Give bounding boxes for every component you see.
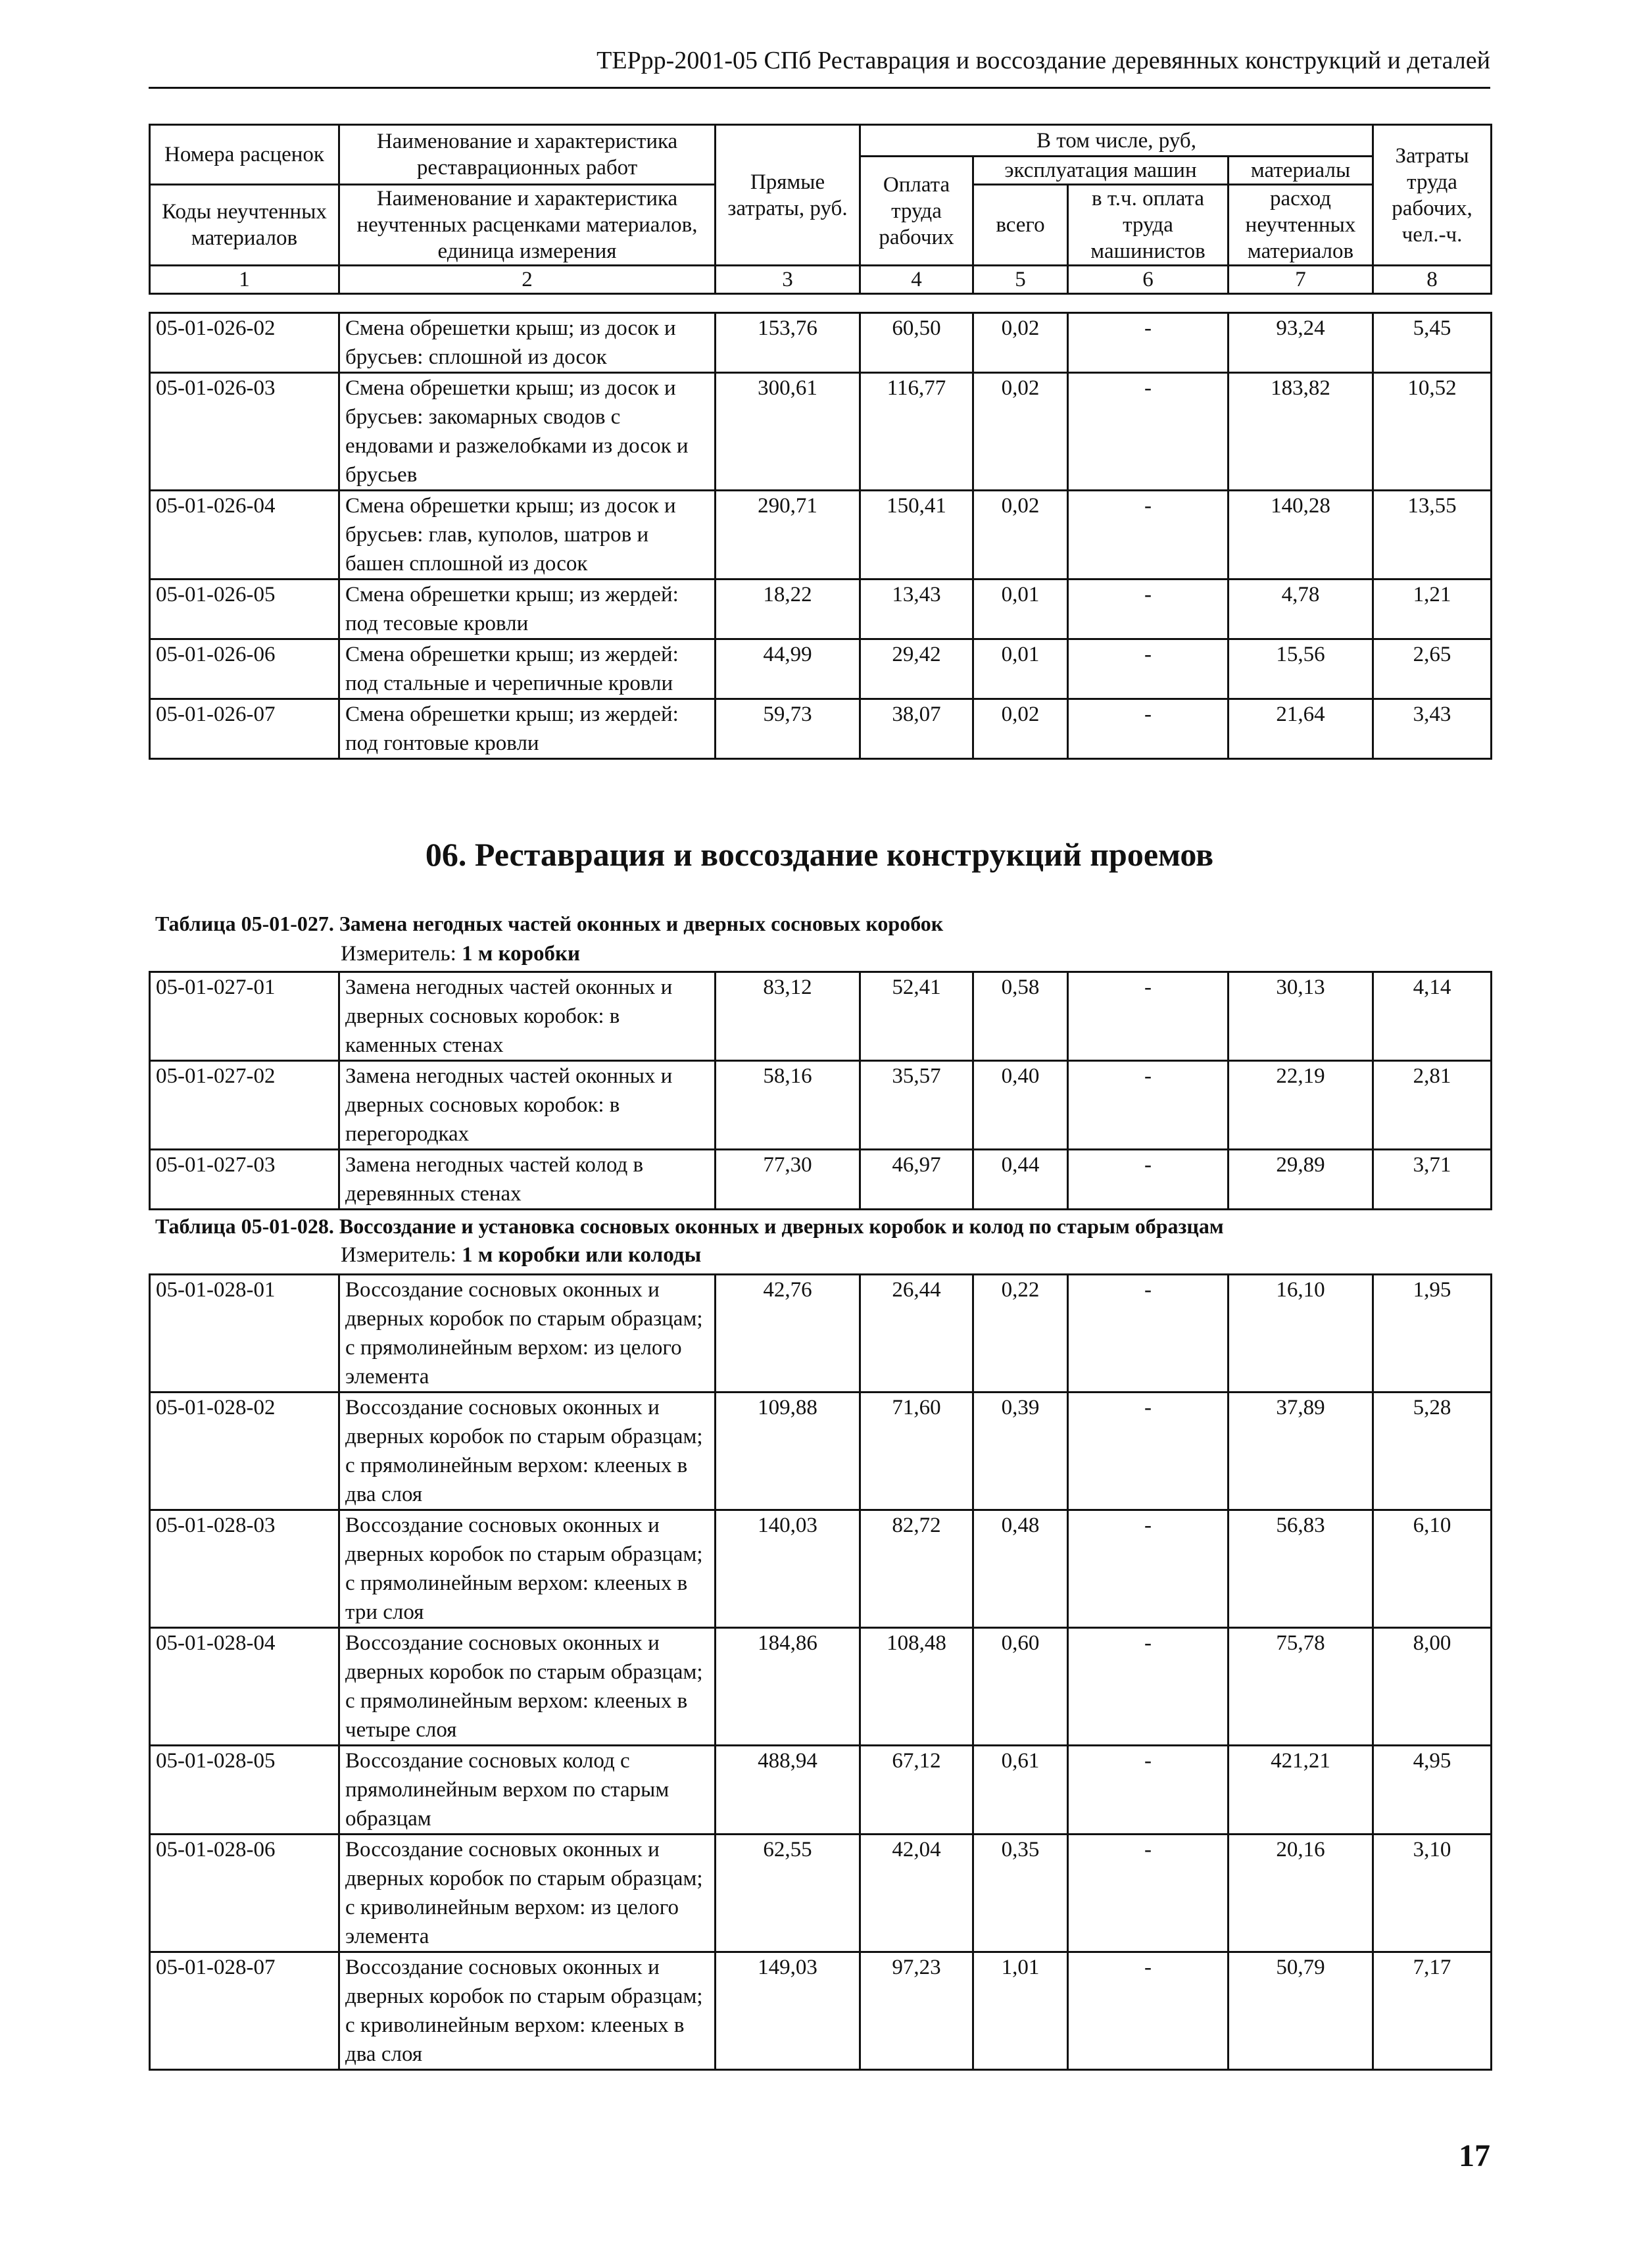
rate-code: 05-01-028-06 [150, 1835, 339, 1952]
table-row [150, 1393, 1492, 1510]
header-rate-numbers: Номера расценок [150, 125, 339, 185]
header-including: В том числе, руб, [860, 125, 1373, 157]
materials-value: 421,21 [1229, 1746, 1373, 1835]
labor-pay-value: 67,12 [860, 1746, 973, 1835]
direct-costs-value: 184,86 [716, 1628, 860, 1746]
labor-pay-value: 38,07 [860, 699, 973, 759]
direct-costs-value: 488,94 [716, 1746, 860, 1835]
machine-total-value: 0,35 [973, 1835, 1068, 1952]
machinist-pay-value: - [1068, 1746, 1229, 1835]
direct-costs-value: 62,55 [716, 1835, 860, 1952]
machinist-pay-value: - [1068, 639, 1229, 699]
rate-code: 05-01-027-01 [150, 972, 339, 1061]
page-number: 17 [1459, 2138, 1490, 2173]
rate-code: 05-01-026-04 [150, 491, 339, 579]
table-row [150, 579, 1492, 639]
rate-code: 05-01-026-05 [150, 579, 339, 639]
machinist-pay-value: - [1068, 373, 1229, 491]
column-number: 3 [716, 266, 860, 294]
machinist-pay-value: - [1068, 1150, 1229, 1210]
header-labor-pay: Оплата труда рабочих [860, 157, 973, 266]
labor-hours-value: 1,21 [1373, 579, 1492, 639]
table-row [150, 639, 1492, 699]
measure-value: 1 м коробки [462, 942, 581, 966]
table-row [150, 1275, 1492, 1393]
work-description: Воссоздание сосновых оконных и дверных коробок по старым образцам; с криволинейным верхом: из целого элемента [339, 1835, 716, 1952]
machine-total-value: 0,44 [973, 1150, 1068, 1210]
labor-pay-value: 71,60 [860, 1393, 973, 1510]
table-title-label: Таблица 05-01-027. [155, 912, 334, 935]
rate-code: 05-01-026-03 [150, 373, 339, 491]
rate-code: 05-01-026-02 [150, 313, 339, 373]
table-row [150, 491, 1492, 579]
labor-hours-value: 5,28 [1373, 1393, 1492, 1510]
rate-code: 05-01-027-02 [150, 1061, 339, 1150]
table-row [150, 1150, 1492, 1210]
labor-hours-value: 8,00 [1373, 1628, 1492, 1746]
rate-code: 05-01-028-01 [150, 1275, 339, 1393]
rate-code: 05-01-028-05 [150, 1746, 339, 1835]
machine-total-value: 0,02 [973, 699, 1068, 759]
materials-value: 37,89 [1229, 1393, 1373, 1510]
materials-value: 21,64 [1229, 699, 1373, 759]
machinist-pay-value: - [1068, 972, 1229, 1061]
direct-costs-value: 109,88 [716, 1393, 860, 1510]
labor-hours-value: 4,14 [1373, 972, 1492, 1061]
running-header: ТЕРрр-2001-05 СПб Реставрация и воссоздание деревянных конструкций и деталей [596, 47, 1490, 74]
materials-value: 183,82 [1229, 373, 1373, 491]
column-number: 8 [1373, 266, 1492, 294]
work-description: Смена обрешетки крыш; из жердей: под тесовые кровли [339, 579, 716, 639]
table-row [150, 1952, 1492, 2070]
work-description: Воссоздание сосновых оконных и дверных коробок по старым образцам; с прямолинейным верхом: из целого элемента [339, 1275, 716, 1393]
materials-value: 56,83 [1229, 1510, 1373, 1628]
machinist-pay-value: - [1068, 313, 1229, 373]
work-description: Воссоздание сосновых колод с прямолинейным верхом по старым образцам [339, 1746, 716, 1835]
table-row [150, 699, 1492, 759]
direct-costs-value: 149,03 [716, 1952, 860, 2070]
labor-hours-value: 3,10 [1373, 1835, 1492, 1952]
labor-pay-value: 60,50 [860, 313, 973, 373]
materials-value: 22,19 [1229, 1061, 1373, 1150]
machine-total-value: 0,40 [973, 1061, 1068, 1150]
table-row [150, 313, 1492, 373]
table-row [150, 1510, 1492, 1628]
work-description: Смена обрешетки крыш; из досок и брусьев: глав, куполов, шатров и башен сплошной из досок [339, 491, 716, 579]
measure-label: Измеритель: [341, 942, 456, 966]
machinist-pay-value: - [1068, 699, 1229, 759]
direct-costs-value: 44,99 [716, 639, 860, 699]
work-description: Замена негодных частей оконных и дверных сосновых коробок: в перегородках [339, 1061, 716, 1150]
labor-pay-value: 35,57 [860, 1061, 973, 1150]
table-title-text: Замена негодных частей оконных и дверных сосновых коробок [339, 912, 944, 935]
machine-total-value: 0,01 [973, 639, 1068, 699]
machine-total-value: 0,02 [973, 491, 1068, 579]
header-rule [149, 87, 1490, 89]
labor-pay-value: 46,97 [860, 1150, 973, 1210]
materials-value: 20,16 [1229, 1835, 1373, 1952]
column-number: 6 [1068, 266, 1229, 294]
labor-hours-value: 4,95 [1373, 1746, 1492, 1835]
direct-costs-value: 83,12 [716, 972, 860, 1061]
rate-code: 05-01-026-06 [150, 639, 339, 699]
machine-total-value: 0,02 [973, 373, 1068, 491]
direct-costs-value: 77,30 [716, 1150, 860, 1210]
column-header-table [149, 124, 1492, 295]
header-materials-consumption: расход неучтенных материалов [1229, 185, 1373, 266]
materials-value: 29,89 [1229, 1150, 1373, 1210]
machine-total-value: 0,22 [973, 1275, 1068, 1393]
header-machine-total: всего [973, 185, 1068, 266]
rate-code: 05-01-027-03 [150, 1150, 339, 1210]
header-machinist-pay: в т.ч. оплата труда машинистов [1068, 185, 1229, 266]
work-description: Воссоздание сосновых оконных и дверных коробок по старым образцам; с криволинейным верхом: клееных в два слоя [339, 1952, 716, 2070]
machinist-pay-value: - [1068, 491, 1229, 579]
rates-table-027 [149, 971, 1492, 1210]
table-row [150, 1061, 1492, 1150]
table-title-027 [155, 912, 943, 936]
table-title-028 [155, 1214, 1224, 1239]
rates-table-028 [149, 1273, 1492, 2071]
labor-hours-value: 10,52 [1373, 373, 1492, 491]
labor-pay-value: 108,48 [860, 1628, 973, 1746]
work-description: Воссоздание сосновых оконных и дверных коробок по старым образцам; с прямолинейным верхом: клееных в два слоя [339, 1393, 716, 1510]
column-number: 1 [150, 266, 339, 294]
rates-table-026 [149, 312, 1492, 760]
column-number: 4 [860, 266, 973, 294]
section-title: 06. Реставрация и воссоздание конструкций проемов [425, 836, 1214, 873]
machine-total-value: 0,02 [973, 313, 1068, 373]
header-machine-operation: эксплуатация машин [973, 157, 1229, 185]
work-description: Смена обрешетки крыш; из жердей: под гонтовые кровли [339, 699, 716, 759]
machinist-pay-value: - [1068, 1628, 1229, 1746]
labor-pay-value: 150,41 [860, 491, 973, 579]
table-row [150, 373, 1492, 491]
machinist-pay-value: - [1068, 1835, 1229, 1952]
table-title-text: Воссоздание и установка сосновых оконных и дверных коробок и колод по старым образцам [339, 1214, 1224, 1238]
machinist-pay-value: - [1068, 1061, 1229, 1150]
machine-total-value: 0,48 [973, 1510, 1068, 1628]
machinist-pay-value: - [1068, 1393, 1229, 1510]
labor-hours-value: 5,45 [1373, 313, 1492, 373]
materials-value: 50,79 [1229, 1952, 1373, 2070]
column-number: 2 [339, 266, 716, 294]
rate-code: 05-01-028-04 [150, 1628, 339, 1746]
measure-value: 1 м коробки или колоды [462, 1243, 702, 1267]
header-work-name: Наименование и характеристика реставрационных работ [339, 125, 716, 185]
work-description: Воссоздание сосновых оконных и дверных коробок по старым образцам; с прямолинейным верхом: клееных в три слоя [339, 1510, 716, 1628]
measure-label: Измеритель: [341, 1243, 456, 1267]
direct-costs-value: 59,73 [716, 699, 860, 759]
labor-hours-value: 7,17 [1373, 1952, 1492, 2070]
machine-total-value: 0,58 [973, 972, 1068, 1061]
machine-total-value: 1,01 [973, 1952, 1068, 2070]
labor-pay-value: 82,72 [860, 1510, 973, 1628]
labor-pay-value: 13,43 [860, 579, 973, 639]
direct-costs-value: 290,71 [716, 491, 860, 579]
labor-hours-value: 3,43 [1373, 699, 1492, 759]
table-row [150, 1835, 1492, 1952]
machinist-pay-value: - [1068, 579, 1229, 639]
materials-value: 75,78 [1229, 1628, 1373, 1746]
direct-costs-value: 300,61 [716, 373, 860, 491]
machinist-pay-value: - [1068, 1952, 1229, 2070]
header-labor-hours: Затраты труда рабочих, чел.-ч. [1373, 125, 1492, 266]
machinist-pay-value: - [1068, 1510, 1229, 1628]
machine-total-value: 0,61 [973, 1746, 1068, 1835]
labor-hours-value: 1,95 [1373, 1275, 1492, 1393]
rate-code: 05-01-028-02 [150, 1393, 339, 1510]
column-number: 5 [973, 266, 1068, 294]
labor-hours-value: 2,65 [1373, 639, 1492, 699]
machine-total-value: 0,39 [973, 1393, 1068, 1510]
labor-pay-value: 116,77 [860, 373, 973, 491]
labor-hours-value: 13,55 [1373, 491, 1492, 579]
rate-code: 05-01-028-03 [150, 1510, 339, 1628]
labor-hours-value: 6,10 [1373, 1510, 1492, 1628]
work-description: Замена негодных частей оконных и дверных сосновых коробок: в каменных стенах [339, 972, 716, 1061]
table-row [150, 1746, 1492, 1835]
header-materials: материалы [1229, 157, 1373, 185]
materials-value: 93,24 [1229, 313, 1373, 373]
header-material-name: Наименование и характеристика неучтенных расценками материалов, единица измерения [339, 185, 716, 266]
measure-027 [341, 942, 580, 966]
measure-028 [341, 1243, 701, 1268]
header-material-codes: Коды неучтенных материалов [150, 185, 339, 266]
labor-pay-value: 97,23 [860, 1952, 973, 2070]
materials-value: 4,78 [1229, 579, 1373, 639]
rate-code: 05-01-028-07 [150, 1952, 339, 2070]
column-number: 7 [1229, 266, 1373, 294]
labor-pay-value: 52,41 [860, 972, 973, 1061]
work-description: Замена негодных частей колод в деревянных стенах [339, 1150, 716, 1210]
work-description: Воссоздание сосновых оконных и дверных коробок по старым образцам; с прямолинейным верхом: клееных в четыре слоя [339, 1628, 716, 1746]
labor-pay-value: 29,42 [860, 639, 973, 699]
header-direct-costs: Прямые затраты, руб. [716, 125, 860, 266]
materials-value: 15,56 [1229, 639, 1373, 699]
direct-costs-value: 42,76 [716, 1275, 860, 1393]
labor-hours-value: 3,71 [1373, 1150, 1492, 1210]
direct-costs-value: 58,16 [716, 1061, 860, 1150]
materials-value: 16,10 [1229, 1275, 1373, 1393]
machine-total-value: 0,60 [973, 1628, 1068, 1746]
table-row [150, 972, 1492, 1061]
table-title-label: Таблица 05-01-028. [155, 1214, 334, 1238]
labor-pay-value: 42,04 [860, 1835, 973, 1952]
machinist-pay-value: - [1068, 1275, 1229, 1393]
labor-hours-value: 2,81 [1373, 1061, 1492, 1150]
materials-value: 140,28 [1229, 491, 1373, 579]
direct-costs-value: 153,76 [716, 313, 860, 373]
materials-value: 30,13 [1229, 972, 1373, 1061]
work-description: Смена обрешетки крыш; из жердей: под стальные и черепичные кровли [339, 639, 716, 699]
rate-code: 05-01-026-07 [150, 699, 339, 759]
work-description: Смена обрешетки крыш; из досок и брусьев: закомарных сводов с ендовами и разжелобками из досок и брусьев [339, 373, 716, 491]
direct-costs-value: 140,03 [716, 1510, 860, 1628]
table-row [150, 1628, 1492, 1746]
labor-pay-value: 26,44 [860, 1275, 973, 1393]
work-description: Смена обрешетки крыш; из досок и брусьев: сплошной из досок [339, 313, 716, 373]
direct-costs-value: 18,22 [716, 579, 860, 639]
machine-total-value: 0,01 [973, 579, 1068, 639]
